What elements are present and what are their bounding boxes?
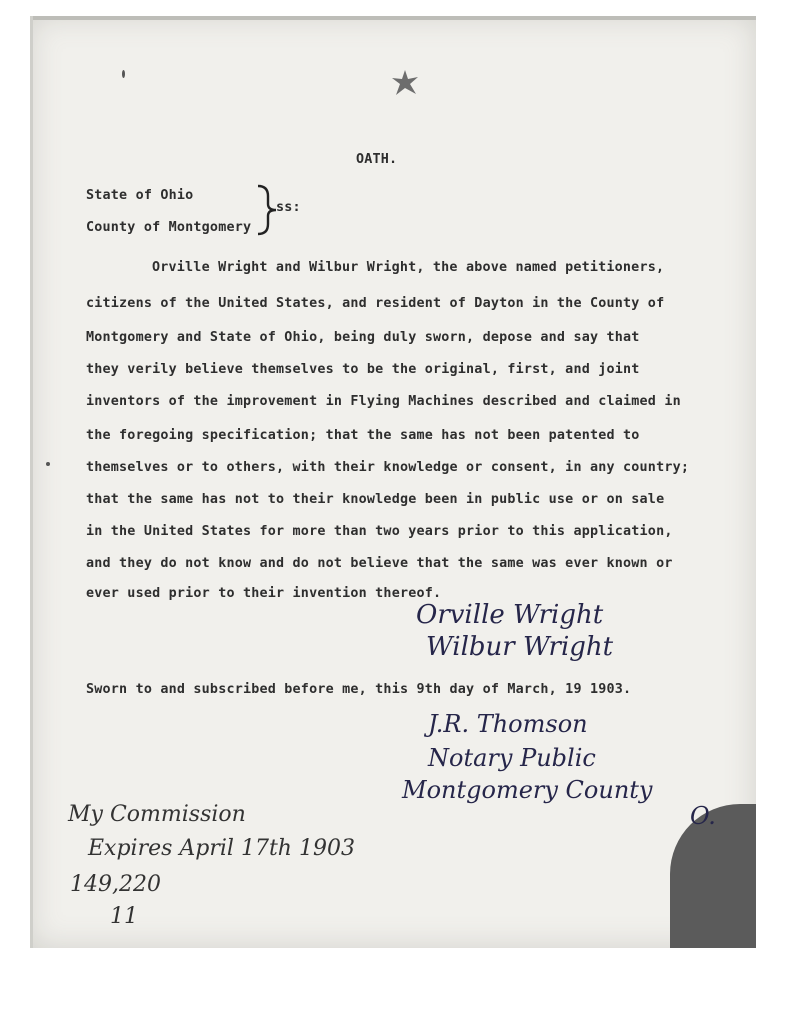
- oath-line-7: themselves or to others, with their knowledge or consent, in any country;: [86, 460, 690, 475]
- oath-line-6: the foregoing specification; that the same has not been patented to: [86, 428, 640, 443]
- notary-title: Notary Public: [428, 744, 596, 772]
- page-left-edge: [30, 16, 33, 948]
- oath-line-5: inventors of the improvement in Flying Machines described and claimed in: [86, 394, 681, 409]
- oath-line-10: and they do not know and do not believe that the same was ever known or: [86, 556, 673, 571]
- oath-line-1: Orville Wright and Wilbur Wright, the above named petitioners,: [152, 260, 665, 275]
- venue-state: State of Ohio: [86, 188, 194, 203]
- oath-line-3: Montgomery and State of Ohio, being duly sworn, depose and say that: [86, 330, 640, 345]
- ink-stain: [390, 68, 420, 98]
- oath-line-2: citizens of the United States, and resident of Dayton in the County of: [86, 296, 665, 311]
- page-top-edge: [30, 16, 756, 20]
- notary-county: Montgomery County: [402, 776, 653, 804]
- oath-line-9: in the United States for more than two years prior to this application,: [86, 524, 673, 539]
- paper-speck: [122, 70, 125, 78]
- venue-county: County of Montgomery: [86, 220, 252, 235]
- document-page: [30, 16, 756, 948]
- commission-note-line-2: Expires April 17th 1903: [88, 836, 355, 861]
- signature-wilbur: Wilbur Wright: [426, 632, 614, 662]
- venue-ss: ss:: [276, 200, 301, 215]
- notary-state: O.: [690, 802, 716, 830]
- signature-orville: Orville Wright: [416, 600, 604, 630]
- file-subnumber: 11: [110, 904, 138, 929]
- page-title: OATH.: [356, 152, 398, 167]
- venue-brace: [256, 184, 278, 236]
- oath-line-4: they verily believe themselves to be the original, first, and joint: [86, 362, 640, 377]
- paper-speck: [46, 462, 50, 466]
- oath-line-11: ever used prior to their invention thereof.: [86, 586, 442, 601]
- notary-signature: J.R. Thomson: [428, 710, 588, 738]
- oath-line-8: that the same has not to their knowledge been in public use or on sale: [86, 492, 665, 507]
- commission-note-line-1: My Commission: [68, 802, 246, 827]
- sworn-statement: Sworn to and subscribed before me, this 9th day of March, 19 1903.: [86, 682, 632, 697]
- file-number: 149,220: [70, 872, 161, 897]
